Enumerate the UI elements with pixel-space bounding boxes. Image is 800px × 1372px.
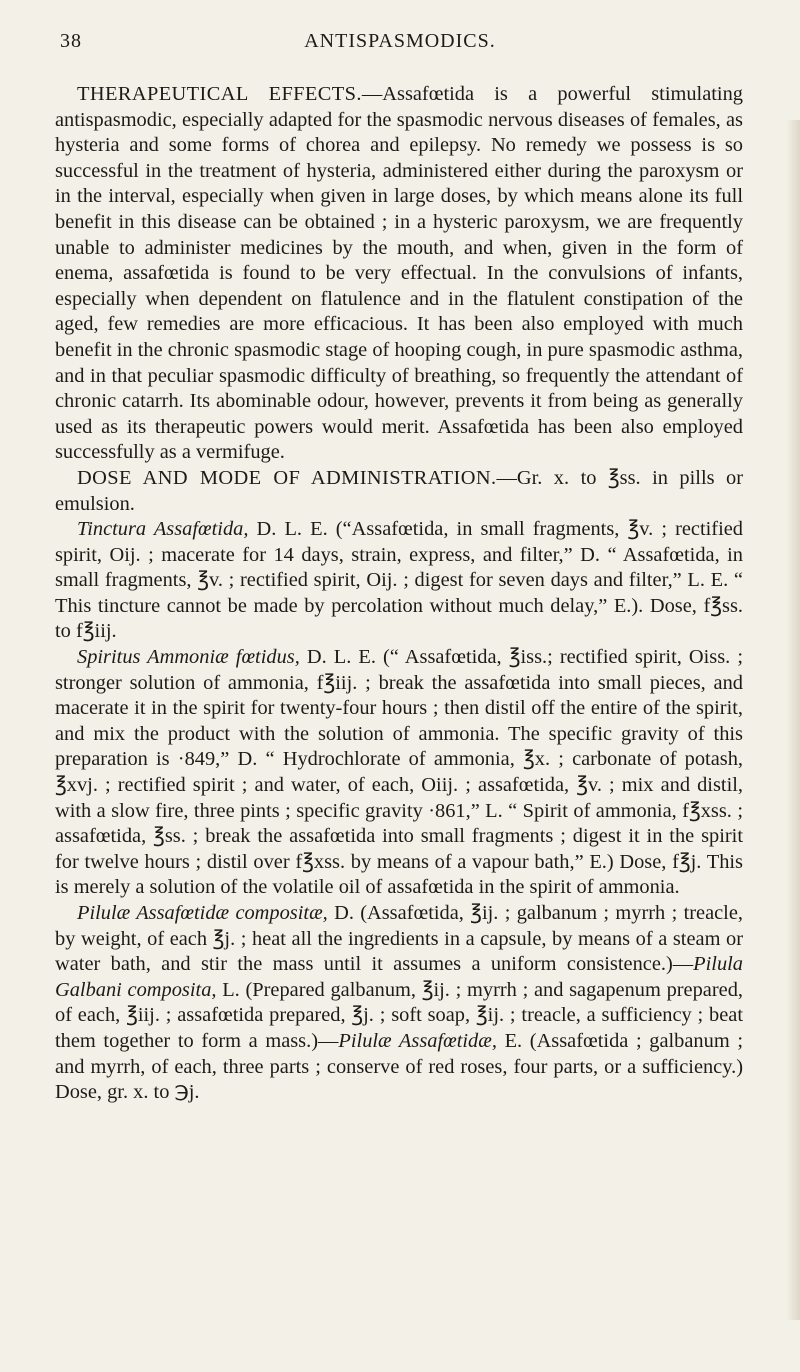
preparation-name: Tinctura Assafœtida, — [77, 518, 249, 541]
paragraph-dose — [55, 466, 743, 517]
section-label: THERAPEUTICAL EFFECTS. — [77, 83, 362, 105]
page-number: 38 — [60, 30, 82, 52]
paragraph-tinctura — [55, 517, 743, 645]
paragraph-text: —Assafœtida is a powerful stimulating antispasmodic, especially adapted for the spasmodic nervous diseases of females, as hysteria and some forms of chorea and epilepsy. No remedy we possess is so successful in the treatment of hysteria, administered either during the paroxysm or in the interval, especially when given in large doses, by which means alone its full benefit in this disease can be obtained ; in a hysteric paroxysm, we are frequently unable to administer medicines by the mouth, and when, given in the form of enema, assafœtida is found to be very effectual. In the convulsions of infants, especially when dependent on flatulence and in the flatulent constipation of the aged, few remedies are more efficacious. It has been also employed with much benefit in the chronic spasmodic stage of hooping cough, in pure spasmodic asthma, and in that peculiar spasmodic difficulty of breathing, so frequently the attendant of chronic catarrh. Its abominable odour, however, prevents it from being as generally used as its therapeutic powers would merit. Assafœtida has been also employed successfully as a vermifuge. — [55, 83, 743, 464]
page-body — [55, 82, 743, 1106]
page-edge-shadow — [786, 120, 800, 1320]
preparation-name: Pilulæ Assafœtidæ, — [338, 1029, 497, 1052]
paragraph-text: —Gr. x. to ℥ss. in pills or emulsion. — [55, 466, 743, 515]
paragraph-text: D. L. E. (“ Assafœtida, ℥iss.; rectified spirit, Oiss. ; stronger solution of ammonia, f℥iij. ; break the assafœtida into small pieces, and macerate it in the spirit for twenty-four hours ; then distil off the entire of the spirit, and mix the product with the solution of ammonia. The specific gravity of this preparation is ·849,” D. “ Hydrochlorate of ammonia, ℥x. ; carbonate of potash, ℥xvj. ; rectified spirit ; and water, of each, Oiij. ; assafœtida, ℥v. ; mix and distil, with a slow fire, three pints ; specific gravity ·861,” L. “ Spirit of ammonia, f℥xss. ; assafœtida, ℥ss. ; break the assafœtida into small fragments ; digest it in the spirit for twelve hours ; distil over f℥xss. by means of a vapour bath,” E.) Dose, f℥j. This is merely a solution of the volatile oil of assafœtida in the spirit of ammonia. — [55, 646, 743, 899]
preparation-name: Pilula Galbani composita, — [55, 953, 743, 1001]
paragraph-text: L. (Prepared galbanum, ℥ij. ; myrrh ; and sagapenum prepared, of each, ℥iij. ; assafœtida prepared, ℥j. ; soft soap, ℥ij. ; treacle, a sufficiency ; beat them together to form a mass.)— — [55, 978, 743, 1052]
preparation-name: Pilulæ Assafœtidæ compositæ, — [77, 902, 328, 924]
section-label: DOSE AND MODE OF ADMINISTRATION. — [77, 466, 497, 489]
running-title: ANTISPASMODICS. — [304, 30, 496, 52]
paragraph-text: E. (Assafœtida ; galbanum ; and myrrh, of each, three parts ; conserve of red roses, four parts, or a sufficiency.) Dose, gr. x. to ℈j. — [55, 1029, 743, 1104]
paragraph-pilulae — [55, 901, 743, 1106]
preparation-name: Spiritus Ammoniæ fœtidus, — [77, 646, 300, 669]
paragraph-text: D. L. E. (“Assafœtida, in small fragments, ℥v. ; rectified spirit, Oij. ; macerate for 14 days, strain, express, and filter,” D. “ Assafœtida, in small fragments, ℥v. ; rectified spirit, Oij. ; digest for seven days and filter,” L. E. “ This tincture cannot be made by percolation without much delay,” E.). Dose, f℥ss. to f℥iij. — [55, 518, 743, 643]
page-header — [60, 30, 740, 60]
paragraph-text: D. (Assafœtida, ℥ij. ; galbanum ; myrrh ; treacle, by weight, of each ℥j. ; heat all the ingredients in a capsule, by means of a steam or water bath, and stir the mass until it assumes a uniform consistence.)— — [55, 902, 743, 976]
paragraph-therapeutical-effects — [55, 82, 743, 466]
paragraph-spiritus — [55, 645, 743, 901]
